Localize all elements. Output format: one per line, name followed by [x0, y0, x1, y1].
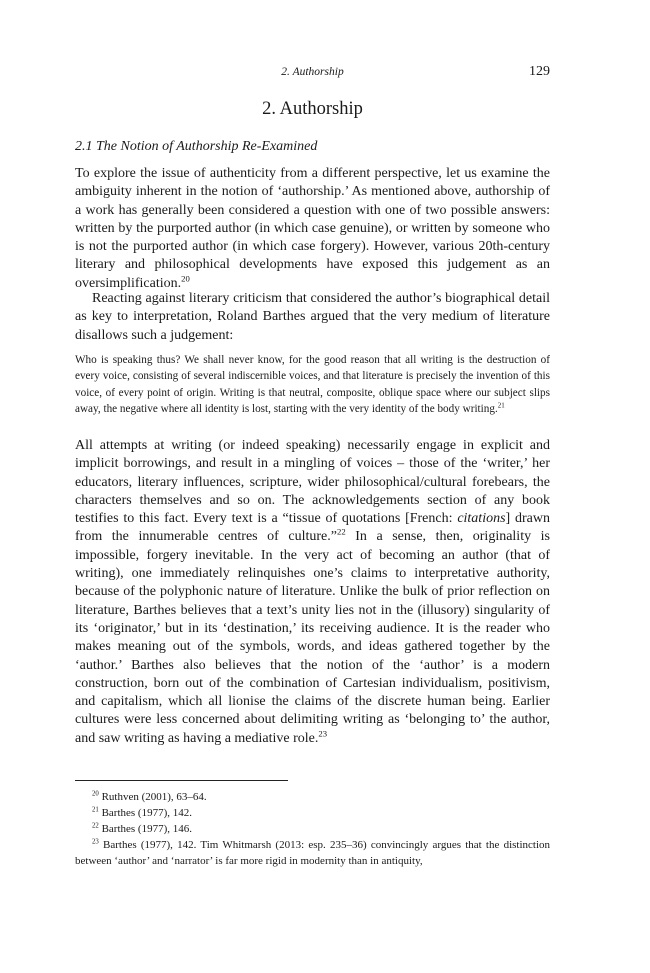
section-title: 2.1 The Notion of Authorship Re-Examined [75, 139, 318, 154]
paragraph-3-text-a: All attempts at writing (or indeed speaking) necessarily engage in explicit and implicit borrowings, and result in a mingling of voices – those of the ‘writer,’ her educators, literary influences, scripture, wider philosophical/cultural forebears, the characters themselves and so on. The acknowledgements section of any book testifies to this fact. Every text is a “tissue of quotations [French: [75, 438, 550, 527]
chapter-title: 2. Authorship [262, 99, 363, 119]
footnote-22 [75, 821, 550, 837]
block-quote-text: Who is speaking thus? We shall never know, for the good reason that all writing is the destruction of every voice, consisting of several indiscernible voices, and that literature is precisely the invention of this voice, of every point of origin. Writing is that neutral, composite, oblique space where our subject slips away, the negative where all identity is lost, starting with the very identity of the body writing. [75, 354, 550, 416]
footnote-separator [75, 780, 288, 781]
paragraph-3 [75, 437, 550, 748]
paragraph-1 [75, 165, 550, 293]
paragraph-3-italic: citations [457, 511, 506, 527]
footnote-text: Ruthven (2001), 63–64. [101, 791, 207, 803]
running-head [75, 64, 550, 82]
running-head-title: 2. Authorship [281, 66, 344, 78]
paragraph-3-text-b: ] drawn from the innumerable centres of culture.” [75, 511, 551, 545]
footnotes [75, 789, 550, 869]
footnote-23 [75, 837, 550, 869]
footnote-ref-22[interactable]: 22 [336, 526, 346, 537]
paragraph-2-text: Reacting against literary criticism that considered the author’s biographical detail as key to interpretation, Roland Barthes argued that the very medium of literature disallows such a judgement: [75, 291, 550, 343]
footnote-text: Barthes (1977), 142. [101, 807, 192, 819]
footnote-ref-23[interactable]: 23 [318, 728, 328, 739]
footnote-ref-20[interactable]: 20 [181, 273, 190, 284]
footnote-20 [75, 789, 550, 805]
footnote-number: 23 [92, 838, 99, 846]
paragraph-1-text: To explore the issue of authenticity from a different perspective, let us examine the ambiguity inherent in the notion of ‘authorship.’ As mentioned above, authorship of a work has generally been considered a question with one of two possible answers: written by the purported author (in which case genuine), or written by someone who is not the purported author (in which case forgery). However, various 20th-century literary and philosophical developments have exposed this judgement as an oversimplification. [75, 166, 550, 291]
footnote-number: 21 [92, 806, 99, 814]
paragraph-2 [75, 290, 550, 345]
paragraph-3-text-c: In a sense, then, originality is impossible, forgery inevitable. In the very act of becoming an author (that of writing), one immediately relinquishes one’s claims to interpretative authority, because of the polyphonic nature of literature. Unlike the bulk of prior reflection on literature, Barthes believes that a text’s unity lies not in the (illusory) singularity of its ‘originator,’ but in its ‘destination,’ its receiving audience. It is the reader who makes meaning out of the symbols, words, and ideas gathered together by the ‘author.’ Barthes also believes that the notion of the ‘author’ is a modern construction, born out of the combination of Cartesian individualism, positivism, and capitalism, which all lionise the claims of the discrete human being. Earlier cultures were less concerned about delimiting writing as ‘belonging to’ the author, and saw writing as having a mediative role. [75, 529, 550, 746]
footnote-21 [75, 805, 550, 821]
footnote-ref-21[interactable]: 21 [497, 401, 505, 410]
footnote-text: Barthes (1977), 142. Tim Whitmarsh (2013: esp. 235–36) convincingly argues that the distinction between ‘author’ and ‘narrator’ is far more rigid in modernity than in antiquity, [75, 839, 551, 867]
footnote-text: Barthes (1977), 146. [101, 823, 192, 835]
page-number: 129 [529, 64, 550, 79]
footnote-number: 22 [92, 822, 99, 830]
footnote-number: 20 [92, 790, 99, 798]
block-quote [75, 352, 550, 418]
